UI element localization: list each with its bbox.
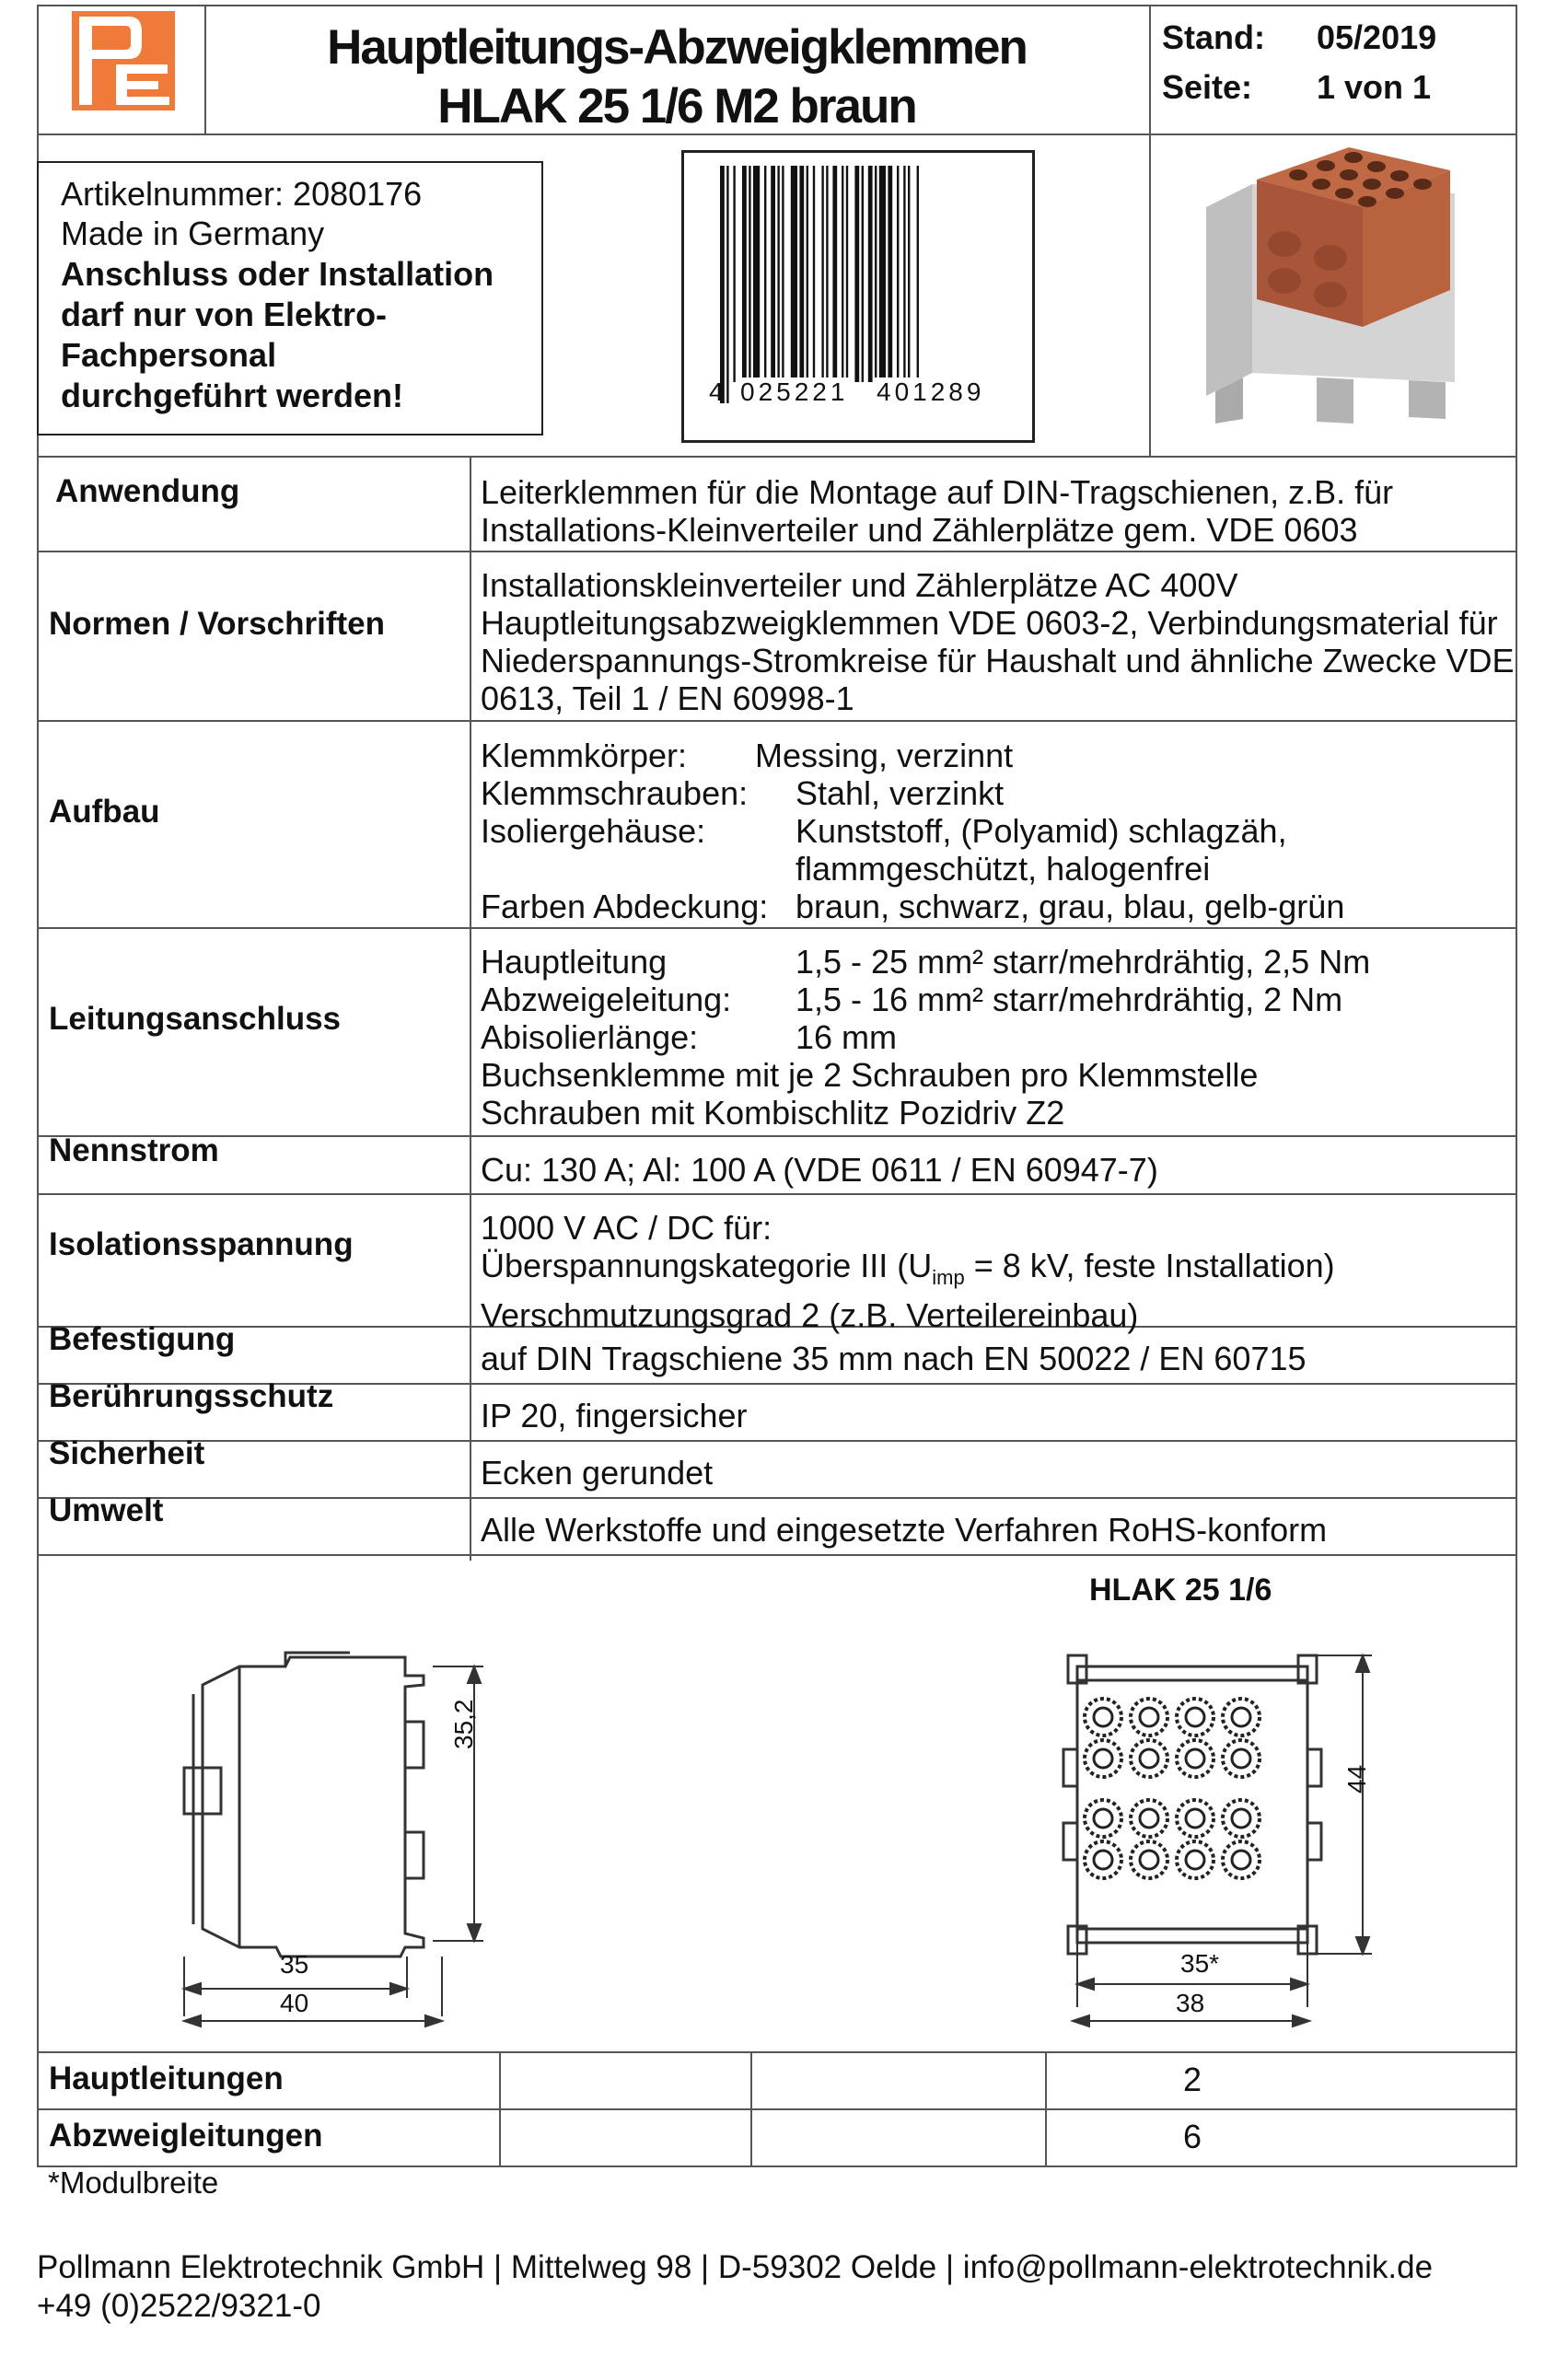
label-hauptleitungen: Hauptleitungen	[49, 2061, 284, 2096]
article-number: Artikelnummer: 2080176	[61, 175, 423, 213]
label-sicherheit: Sicherheit	[49, 1435, 205, 1471]
aufbau-key: Isoliergehäuse:	[481, 812, 706, 850]
anschluss-value: 1,5 - 25 mm² starr/mehrdrähtig, 2,5 Nm	[796, 943, 1371, 981]
text-line: Verschmutzungsgrad 2 (z.B. Verteilereinbau)	[481, 1296, 1139, 1335]
divider	[37, 1554, 39, 2051]
divider	[1516, 456, 1517, 1561]
divider	[37, 1554, 1517, 1556]
front-view-drawing	[1059, 1630, 1400, 2016]
anschluss-key: Abzweigeleitung:	[481, 981, 732, 1018]
divider	[37, 456, 39, 1561]
label-anwendung: Anwendung	[55, 473, 240, 509]
stand-value: 05/2019	[1317, 18, 1437, 56]
divider	[1149, 5, 1151, 456]
barcode-digits-1: 025221	[737, 377, 852, 407]
warning-line-1: Anschluss oder Installation	[61, 255, 494, 293]
aufbau-key: Farben Abdeckung:	[481, 888, 769, 925]
label-isolationsspannung: Isolationsspannung	[49, 1226, 354, 1262]
divider	[37, 2108, 1517, 2110]
text-part: Überspannungskategorie III (U	[481, 1247, 933, 1284]
text-part: = 8 kV, feste Installation)	[964, 1247, 1335, 1284]
side-dim-outer: 40	[280, 1989, 309, 2017]
value-befestigung: auf DIN Tragschiene 35 mm nach EN 50022 / EN 60715	[481, 1340, 1307, 1377]
anschluss-value: 16 mm	[796, 1018, 898, 1056]
label-leitungsanschluss: Leitungsanschluss	[49, 1001, 342, 1037]
divider	[1516, 135, 1517, 458]
front-dim-outer-line	[1068, 2003, 1326, 2030]
divider	[37, 2165, 1517, 2167]
value-beruehrungsschutz: IP 20, fingersicher	[481, 1397, 748, 1434]
warning-line-2: darf nur von Elektro-	[61, 296, 388, 333]
divider	[37, 551, 1517, 552]
barcode-digit-first: 4	[709, 377, 726, 406]
text-line: 1000 V AC / DC für:	[481, 1209, 772, 1247]
aufbau-key: Klemmkörper:	[481, 737, 688, 774]
divider	[37, 1135, 1517, 1137]
seite-value: 1 von 1	[1317, 68, 1432, 106]
divider	[1516, 2051, 1517, 2167]
stand-label: Stand:	[1162, 18, 1265, 56]
value-anwendung	[481, 473, 1393, 549]
text-line: Buchsenklemme mit je 2 Schrauben pro Klemmstelle	[481, 1056, 1259, 1094]
value-nennstrom: Cu: 130 A; Al: 100 A (VDE 0611 / EN 60947-7)	[481, 1151, 1158, 1189]
seite-label: Seite:	[1162, 68, 1253, 106]
value-normen	[481, 566, 1515, 717]
company-logo	[72, 11, 175, 110]
text-line: Hauptleitungsabzweigklemmen VDE 0603-2, Verbindungsmaterial für	[481, 604, 1498, 642]
side-dim-outer-line	[180, 2003, 456, 2030]
document-title	[204, 18, 1149, 136]
divider	[37, 1440, 1517, 1442]
label-abzweigleitungen: Abzweigleitungen	[49, 2118, 323, 2154]
divider	[37, 2051, 1517, 2053]
origin: Made in Germany	[61, 215, 325, 252]
divider	[1516, 1554, 1517, 2051]
value-sicherheit: Ecken gerundet	[481, 1454, 714, 1492]
text-line: Leiterklemmen für die Montage auf DIN-Tragschienen, z.B. für	[481, 473, 1394, 511]
anschluss-value: 1,5 - 16 mm² starr/mehrdrähtig, 2 Nm	[796, 981, 1343, 1018]
divider	[37, 1497, 1517, 1499]
front-dim-outer: 38	[1176, 1989, 1205, 2017]
label-umwelt: Umwelt	[49, 1492, 164, 1528]
anschluss-key: Abisolierlänge:	[481, 1018, 699, 1056]
label-aufbau: Aufbau	[49, 794, 160, 830]
text-line-uimp	[481, 1247, 1335, 1296]
footnote: *Modulbreite	[48, 2165, 219, 2200]
text-line: Installations-Kleinverteiler und Zählerplätze gem. VDE 0603	[481, 511, 1358, 549]
value-aufbau	[481, 737, 1493, 925]
front-dim-height: 44	[1342, 1764, 1371, 1794]
divider	[499, 2051, 501, 2167]
label-beruehrungsschutz: Berührungsschutz	[49, 1378, 334, 1414]
divider	[37, 456, 1517, 458]
label-befestigung: Befestigung	[49, 1321, 236, 1357]
divider	[37, 720, 1517, 722]
warning-line-3: Fachpersonal	[61, 336, 277, 374]
value-isolationsspannung	[481, 1209, 1335, 1334]
text-line: Schrauben mit Kombischlitz Pozidriv Z2	[481, 1094, 1065, 1132]
value-hauptleitungen: 2	[1183, 2061, 1202, 2098]
title-line-2: HLAK 25 1/6 M2 braun	[437, 79, 916, 134]
label-normen: Normen / Vorschriften	[49, 606, 385, 642]
barcode	[718, 166, 994, 403]
footer-phone: +49 (0)2522/9321-0	[37, 2288, 321, 2324]
side-dim-height: 35,2	[449, 1699, 478, 1749]
text-line: 0613, Teil 1 / EN 60998-1	[481, 679, 854, 717]
aufbau-value: braun, schwarz, grau, blau, gelb-grün	[796, 888, 1345, 925]
barcode-digits-2: 401289	[873, 377, 988, 407]
divider	[1045, 2051, 1047, 2167]
side-view-drawing	[166, 1630, 516, 2016]
text-line: Niederspannungs-Stromkreise für Haushalt und ähnliche Zwecke VDE	[481, 642, 1515, 679]
text-line: Installationskleinverteiler und Zählerplätze AC 400V	[481, 566, 1238, 604]
front-dim-inner: 35*	[1180, 1949, 1220, 1978]
value-abzweigleitungen: 6	[1183, 2118, 1202, 2155]
aufbau-key: Klemmschrauben:	[481, 774, 749, 812]
footer-address: Pollmann Elektrotechnik GmbH | Mittelweg 98 | D-59302 Oelde | info@pollmann-elektrotechnik.de	[37, 2249, 1434, 2285]
side-dim-inner: 35	[280, 1950, 309, 1979]
divider	[37, 1193, 1517, 1195]
divider	[750, 2051, 752, 2167]
divider	[470, 456, 471, 1561]
label-nennstrom: Nennstrom	[49, 1132, 219, 1168]
drawing-title: HLAK 25 1/6	[1089, 1573, 1272, 1608]
divider	[37, 927, 1517, 929]
aufbau-value: Stahl, verzinkt	[796, 774, 1005, 812]
subscript: imp	[932, 1266, 965, 1290]
value-umwelt: Alle Werkstoffe und eingesetzte Verfahren RoHS-konform	[481, 1511, 1328, 1549]
aufbau-value: Messing, verzinnt	[755, 737, 1014, 774]
warning-line-4: durchgeführt werden!	[61, 377, 404, 414]
aufbau-value: Kunststoff, (Polyamid) schlagzäh,	[796, 812, 1287, 850]
value-leitungsanschluss	[481, 943, 1493, 1132]
divider	[37, 2051, 39, 2167]
anschluss-key: Hauptleitung	[481, 943, 668, 981]
title-line-1: Hauptleitungs-Abzweigklemmen	[327, 20, 1027, 75]
aufbau-value: flammgeschützt, halogenfrei	[796, 850, 1211, 888]
product-image	[1188, 143, 1482, 428]
